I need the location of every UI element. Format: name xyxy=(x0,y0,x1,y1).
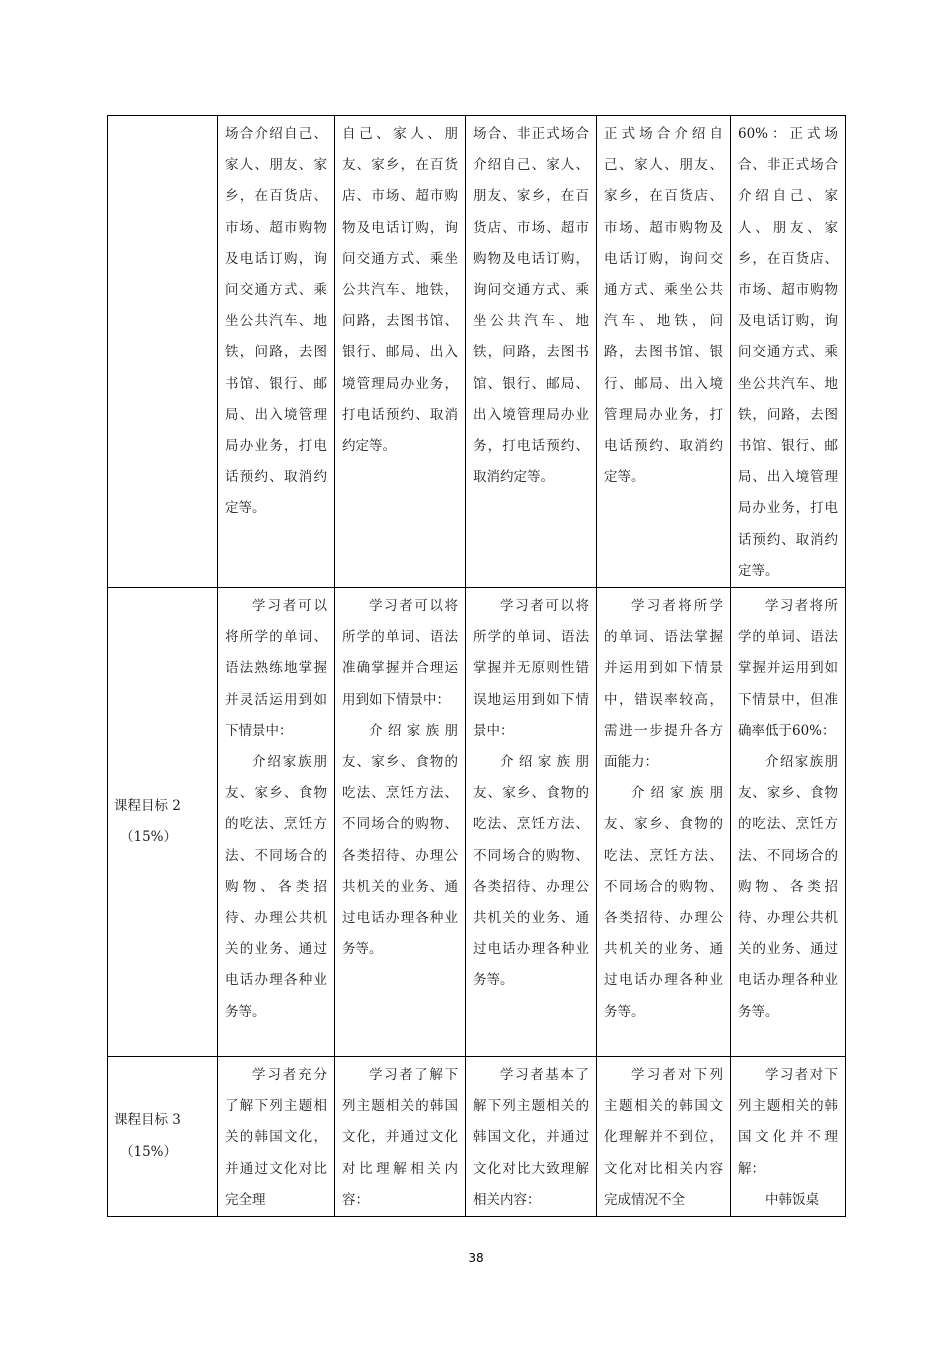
grade-cell xyxy=(597,588,731,1057)
cell-intro: 学习者对下列主题相关的韩国文化理解并不到位，文化对比相关内容完成情况不全 xyxy=(604,1067,723,1208)
page-number: 38 xyxy=(468,1251,484,1265)
course-objective-label xyxy=(108,116,218,588)
grade-cell xyxy=(466,1057,597,1217)
cell-intro: 学习者了解下列主题相关的韩国文化，并通过文化对比理解相关内容： xyxy=(342,1067,458,1208)
cell-text: 场合介绍自己、家人、朋友、家乡，在百货店、市场、超市购物及电话订购，询问交通方式、乘坐公共汽车、地铁，问路，去图书馆、银行、邮局、出入境管理局办业务，打电话预约、取消约定等。 xyxy=(225,126,327,517)
grade-cell xyxy=(597,1057,731,1217)
cell-text: 60%：正式场合、非正式场合介绍自己、家人、朋友、家乡，在百货店、市场、超市购物及电话订购，询问交通方式、乘坐公共汽车、地铁，问路，去图书馆、银行、邮局、出入境管理局办业务，打电话预约、取消约定等。 xyxy=(738,126,838,579)
course-objective-label xyxy=(108,588,218,1057)
objective-weight: （15%） xyxy=(120,1143,178,1160)
cell-text: 场合、非正式场合介绍自己、家人、朋友、家乡，在百货店、市场、超市购物及电话订购，询问交通方式、乘坐公共汽车、地铁，问路，去图书馆、银行、邮局、出入境管理局办业务，打电话预约、取消约定等。 xyxy=(473,126,589,486)
cell-intro: 学习者充分了解下列主题相关的韩国文化，并通过文化对比完全理 xyxy=(225,1067,327,1208)
grade-cell xyxy=(335,116,466,588)
cell-intro: 学习者对下列主题相关的韩国文化并不理解： xyxy=(738,1067,838,1177)
objective-title: 课程目标 2 xyxy=(114,797,181,814)
cell-intro: 学习者可以将所学的单词、语法准确掌握并合理运用到如下情景中： xyxy=(342,598,458,708)
cell-intro: 学习者基本了解下列主题相关的韩国文化，并通过文化对比大致理解相关内容： xyxy=(473,1067,589,1208)
cell-text: 自己、家人、朋友、家乡，在百货店、市场、超市购物及电话订购，询问交通方式、乘坐公共汽车、地铁，问路，去图书馆、银行、邮局、出入境管理局办业务，打电话预约、取消约定等。 xyxy=(342,126,458,455)
grade-cell xyxy=(335,588,466,1057)
grade-cell xyxy=(218,588,335,1057)
cell-text: 正式场合介绍自己、家人、朋友、家乡，在百货店、市场、超市购物及电话订购，询问交通方式、乘坐公共汽车、地铁，问路，去图书馆、银行、邮局、出入境管理局办业务，打电话预约、取消约定等。 xyxy=(604,126,723,486)
grade-cell xyxy=(218,116,335,588)
cell-text: 介绍家族朋友、家乡、食物的吃法、烹饪方法、不同场合的购物、各类招待、办理公共机关的业务、通过电话办理各种业务等。 xyxy=(342,722,458,958)
cell-intro: 学习者可以将所学的单词、语法掌握并无原则性错误地运用到如下情景中： xyxy=(473,598,589,739)
grade-cell xyxy=(597,116,731,588)
cell-text: 介绍家族朋友、家乡、食物的吃法、烹饪方法、不同场合的购物、各类招待、办理公共机关的业务、通过电话办理各种业务等。 xyxy=(473,754,589,989)
cell-text: 中韩饭桌 xyxy=(765,1191,819,1208)
grade-cell xyxy=(466,588,597,1057)
table-row xyxy=(108,588,846,1057)
table-row xyxy=(108,1057,846,1217)
course-objective-label xyxy=(108,1057,218,1217)
cell-intro: 学习者可以将所学的单词、语法熟练地掌握并灵活运用到如下情景中： xyxy=(225,598,327,739)
cell-text: 介绍家族朋友、家乡、食物的吃法、烹饪方法、不同场合的购物、各类招待、办理公共机关的业务、通过电话办理各种业务等。 xyxy=(604,785,723,1020)
cell-text: 介绍家族朋友、家乡、食物的吃法、烹饪方法、不同场合的购物、各类招待、办理公共机关的业务、通过电话办理各种业务等。 xyxy=(225,754,327,1020)
objective-title: 课程目标 3 xyxy=(114,1112,181,1129)
grading-rubric-table xyxy=(107,115,846,1217)
objective-weight: （15%） xyxy=(120,829,178,846)
grade-cell xyxy=(335,1057,466,1217)
cell-intro: 学习者将所学的单词、语法掌握并运用到如下情景中，但准确率低于60%： xyxy=(738,598,838,739)
table-row xyxy=(108,116,846,588)
cell-intro: 学习者将所学的单词、语法掌握并运用到如下情景中，错误率较高，需进一步提升各方面能力： xyxy=(604,598,723,771)
grade-cell xyxy=(731,1057,846,1217)
grade-cell xyxy=(731,588,846,1057)
cell-text: 介绍家族朋友、家乡、食物的吃法、烹饪方法、不同场合的购物、各类招待、办理公共机关的业务、通过电话办理各种业务等。 xyxy=(738,754,838,1020)
grade-cell xyxy=(731,116,846,588)
grade-cell xyxy=(218,1057,335,1217)
grade-cell xyxy=(466,116,597,588)
